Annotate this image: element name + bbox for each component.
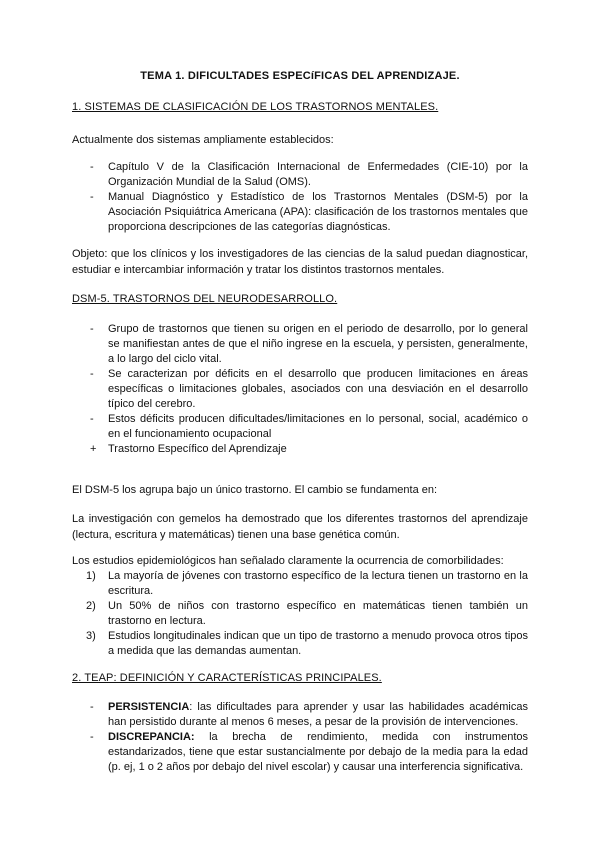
list-item: + Trastorno Específico del Aprendizaje (90, 443, 287, 455)
list-item: - Capítulo V de la Clasificación Internacional de Enfermedades (CIE-10) por la Organización Mundial de la Salud (OMS). (90, 161, 528, 188)
document-title: TEMA 1. DIFICULTADES ESPECíFICAS DEL APRENDIZAJE. (140, 70, 460, 82)
list-item: 3) Estudios longitudinales indican que un tipo de trastorno a menudo provoca otros tipos a medida que las demandas aumentan. (86, 630, 528, 657)
list-item: 1) La mayoría de jóvenes con trastorno específico de la lectura tienen un trastorno en la escritura. (86, 570, 528, 597)
dsm5-heading: DSM-5. TRASTORNOS DEL NEURODESARROLLO. (72, 293, 338, 305)
list-item: - PERSISTENCIA: las dificultades para aprender y usar las habilidades académicas han persistido durante al menos 6 meses, a pesar de la provisión de intervenciones. (90, 701, 528, 728)
section1-heading: 1. SISTEMAS DE CLASIFICACIÓN DE LOS TRASTORNOS MENTALES. (72, 101, 439, 113)
list-item: - Se caracterizan por déficits en el desarrollo que producen limitaciones en áreas específicas o limitaciones globales, asociados con una desviación en el desarrollo típico del cerebro. (90, 368, 528, 410)
section1-intro: Actualmente dos sistemas ampliamente establecidos: (72, 134, 334, 146)
list-item: - Grupo de trastornos que tienen su origen en el periodo de desarrollo, por lo general se manifiestan antes de que el niño ingrese en la escuela, y persisten, generalmente, a lo largo del ciclo vital. (90, 323, 528, 365)
comorbidity-list (72, 569, 528, 659)
list-item: - DISCREPANCIA: la brecha de rendimiento, medida con instrumentos estandarizados, tiene que estar sustancialmente por debajo de la media para la edad (p. ej, 1 o 2 años por debajo del nivel escolar) y causar una interferencia significativa. (90, 731, 528, 773)
teap-characteristics-list (72, 700, 528, 775)
term-persistencia: PERSISTENCIA (108, 701, 190, 713)
dsm5-epidemiology: Los estudios epidemiológicos han señalado claramente la ocurrencia de comorbilidades: (72, 555, 504, 567)
section2-heading: 2. TEAP: DEFINICIÓN Y CARACTERÍSTICAS PRINCIPALES. (72, 672, 382, 684)
classification-systems-list (72, 160, 528, 235)
dsm5-twins: La investigación con gemelos ha demostrado que los diferentes trastornos del aprendizaje (lectura, escritura y matemáticas) tienen una base genética común. (72, 513, 528, 541)
list-item: 2) Un 50% de niños con trastorno específico en matemáticas tienen también un trastorno en lectura. (86, 600, 528, 627)
section1-objective: Objeto: que los clínicos y los investigadores de las ciencias de la salud puedan diagnosticar, estudiar e intercambiar información y tratar los distintos trastornos mentales. (72, 248, 528, 276)
list-item: - Manual Diagnóstico y Estadístico de los Trastornos Mentales (DSM-5) por la Asociación Psiquiátrica Americana (APA): clasificación de los trastornos mentales que proporciona descripciones de las categorías diagnósticas. (90, 191, 528, 233)
dsm5-grouping: El DSM-5 los agrupa bajo un único trastorno. El cambio se fundamenta en: (72, 484, 438, 496)
list-item: - Estos déficits producen dificultades/limitaciones en lo personal, social, académico o en el funcionamiento ocupacional (90, 413, 528, 440)
term-discrepancia: DISCREPANCIA: (108, 731, 195, 743)
neurodevelopment-list (72, 322, 528, 457)
